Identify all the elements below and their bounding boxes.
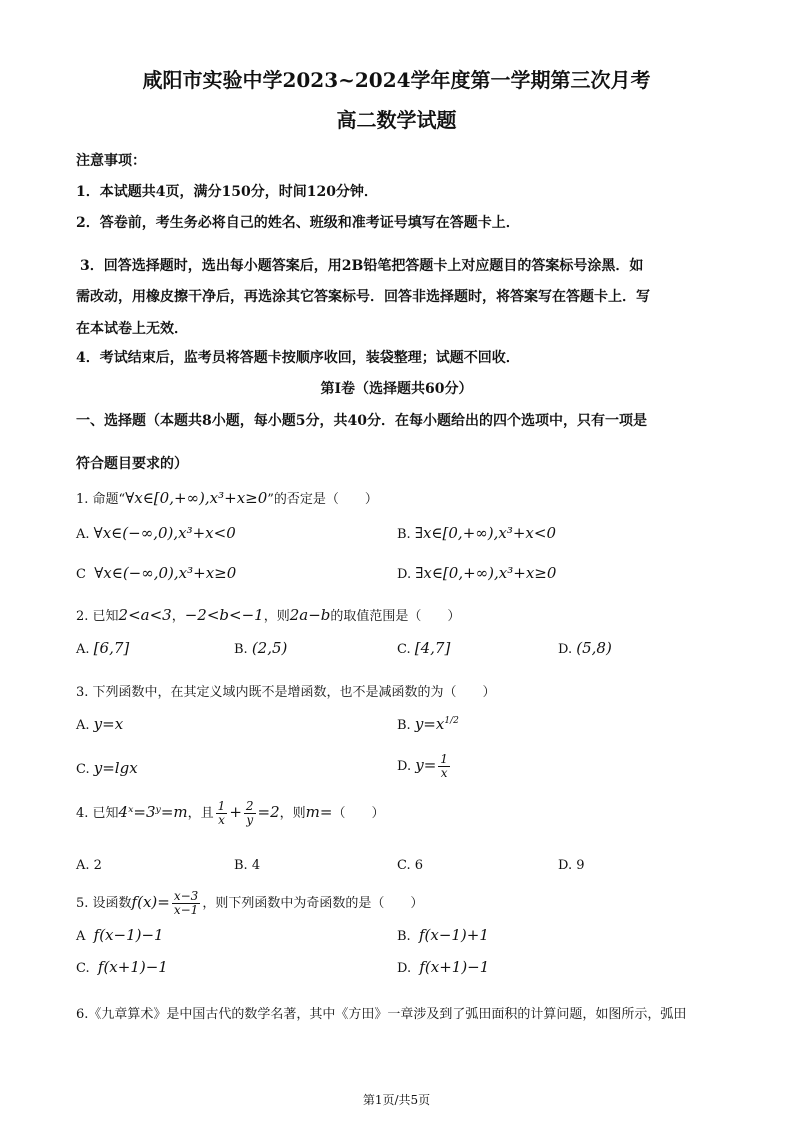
- q2-a-text: [6,7]: [93, 639, 130, 657]
- q5-b-text: f(x−1)+1: [418, 926, 489, 944]
- q3-a-label: A.: [76, 718, 90, 733]
- exam-subtitle: 高二数学试题: [336, 108, 457, 132]
- q4-mid: ，且: [187, 806, 214, 821]
- q5-option-c: [76, 958, 168, 976]
- q3-b-exponent: 1/2: [444, 716, 459, 726]
- q4-eq: =2: [257, 803, 280, 821]
- q4-ask: m=: [305, 803, 333, 821]
- q2-d-label: D.: [558, 642, 573, 657]
- exam-title: 咸阳市实验中学2023~2024学年度第一学期第三次月考: [142, 68, 651, 92]
- q1-math: ∀x∈[0,+∞),x³+x≥0: [125, 489, 268, 507]
- q5-c-text: f(x+1)−1: [97, 958, 168, 976]
- note-3-line2: 需改动，用橡皮擦干净后，再选涂其它答案标号．回答非选择题时，将答案写在答题卡上．写: [76, 289, 650, 305]
- q1-option-b: [397, 524, 556, 542]
- q3-option-d: [397, 753, 452, 780]
- q1-a-text: ∀x∈(−∞,0),x³+x<0: [93, 524, 236, 542]
- section-instruction-line1: 一、选择题（本题共8小题，每小题5分，共40分．在每小题给出的四个选项中，只有一项是: [76, 413, 647, 429]
- q4-option-a: A. 2: [76, 858, 102, 873]
- q3-option-c: [76, 759, 138, 777]
- q2-option-a: [76, 639, 129, 657]
- note-3-line3: 在本试卷上无效．: [76, 321, 188, 337]
- q5-a-label: A: [76, 929, 86, 944]
- q5-fraction: [172, 890, 200, 917]
- q1-d-label: D.: [397, 567, 412, 582]
- q2-suffix: 的取值范围是（ ）: [330, 609, 461, 624]
- q5-c-label: C.: [76, 961, 90, 976]
- q3-b-label: B.: [397, 718, 411, 733]
- notes-heading: 注意事项：: [76, 153, 146, 169]
- q5-f-numerator: x−3: [173, 889, 199, 903]
- q5-a-text: f(x−1)−1: [93, 926, 164, 944]
- q4-option-b: B. 4: [234, 858, 261, 873]
- question-4: [76, 800, 384, 827]
- question-5: [76, 890, 423, 917]
- q1-b-text: ∃x∈[0,+∞),x³+x<0: [414, 524, 556, 542]
- q2-b-text: (2,5): [251, 639, 288, 657]
- q4-mid2: ，则: [279, 806, 306, 821]
- q1-a-label: A.: [76, 527, 90, 542]
- q4-frac2-numerator: 2: [245, 799, 254, 813]
- q2-option-c: [397, 639, 450, 657]
- q4-frac2-denominator: y: [246, 813, 254, 827]
- q5-d-label: D.: [397, 961, 412, 976]
- q2-option-d: [558, 639, 612, 657]
- q3-d-denominator: x: [440, 766, 448, 780]
- q2-b-label: B.: [234, 642, 248, 657]
- note-3-line1: 3．回答选择题时，选出每小题答案后，用2B铅笔把答题卡上对应题目的答案标号涂黑．如: [80, 258, 644, 274]
- q5-suffix: ，则下列函数中为奇函数的是（ ）: [202, 896, 424, 911]
- q1-suffix: ”的否定是（ ）: [267, 492, 378, 507]
- q3-d-numerator: 1: [440, 752, 448, 766]
- q3-c-label: C.: [76, 762, 90, 777]
- note-2: 2．答卷前，考生务必将自己的姓名、班级和准考证号填写在答题卡上．: [76, 215, 520, 231]
- q5-option-a: [76, 926, 164, 944]
- note-1: 1．本试题共4页，满分150分，时间120分钟．: [76, 184, 378, 200]
- q4-fraction-2: [244, 800, 256, 827]
- q3-d-lhs: y=: [415, 756, 437, 774]
- q2-cond2: −2<b<−1: [184, 606, 264, 624]
- question-3: 3. 下列函数中，在其定义域内既不是增函数，也不是减函数的为（ ）: [76, 685, 496, 700]
- q5-d-text: f(x+1)−1: [419, 958, 490, 976]
- q2-option-b: [234, 639, 287, 657]
- q4-frac1-denominator: x: [218, 813, 225, 827]
- q2-sep: ，: [171, 609, 185, 624]
- q1-option-c: [76, 564, 236, 582]
- q2-prefix: 2. 已知: [76, 609, 119, 624]
- q2-a-label: A.: [76, 642, 90, 657]
- q4-plus: +: [229, 803, 242, 821]
- q1-option-a: [76, 524, 236, 542]
- q1-option-d: [397, 564, 556, 582]
- q3-option-a: [76, 715, 123, 733]
- q2-c-label: C.: [397, 642, 411, 657]
- q3-d-label: D.: [397, 759, 412, 774]
- q5-option-b: [397, 926, 489, 944]
- q1-c-text: ∀x∈(−∞,0),x³+x≥0: [94, 564, 237, 582]
- q5-option-d: [397, 958, 489, 976]
- q5-prefix: 5. 设函数: [76, 896, 132, 911]
- q5-f-lhs: f(x)=: [131, 893, 170, 911]
- q4-prefix: 4. 已知: [76, 806, 119, 821]
- part-title: 第I卷（选择题共60分）: [320, 381, 473, 397]
- question-6: 6.《九章算术》是中国古代的数学名著，其中《方田》一章涉及到了弧田面积的计算问题，如图所示，弧田: [76, 1007, 687, 1022]
- question-1: [76, 488, 378, 507]
- q1-prefix: 1. 命题“: [76, 492, 126, 507]
- page-number: 第1页/共5页: [362, 1093, 431, 1107]
- q4-option-c: C. 6: [397, 858, 424, 873]
- q3-d-fraction: [438, 753, 450, 780]
- q2-d-text: (5,8): [576, 639, 612, 657]
- q3-a-text: y=x: [93, 715, 124, 733]
- q4-frac1-numerator: 1: [217, 799, 226, 813]
- q3-b-base: y=x: [414, 715, 445, 733]
- q4-option-d: D. 9: [558, 858, 585, 873]
- q2-mid: ，则: [263, 609, 290, 624]
- q3-c-text: y=lgx: [93, 759, 138, 777]
- q4-cond: 4ˣ=3ʸ=m: [118, 803, 188, 821]
- q3-option-b: [397, 715, 459, 733]
- q2-c-text: [4,7]: [414, 639, 451, 657]
- q2-cond1: 2<a<3: [118, 606, 172, 624]
- q4-suffix: （ ）: [332, 806, 385, 821]
- q5-f-denominator: x−1: [173, 903, 199, 917]
- question-2: [76, 605, 460, 624]
- q1-c-label: C: [76, 567, 86, 582]
- section-instruction-line2: 符合题目要求的）: [76, 456, 188, 472]
- q5-b-label: B.: [397, 929, 411, 944]
- q1-d-text: ∃x∈[0,+∞),x³+x≥0: [415, 564, 557, 582]
- q4-fraction-1: [216, 800, 228, 827]
- q2-expr: 2a−b: [289, 606, 331, 624]
- q1-b-label: B.: [397, 527, 411, 542]
- note-4: 4．考试结束后，监考员将答题卡按顺序收回，装袋整理；试题不回收．: [76, 350, 520, 366]
